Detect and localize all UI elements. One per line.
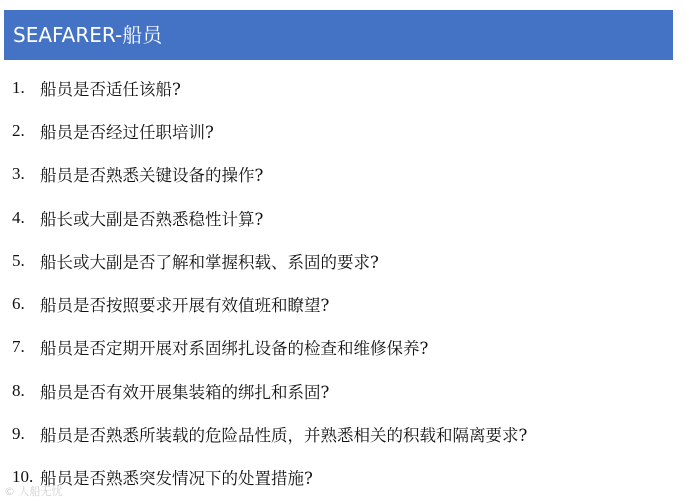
list-item — [12, 66, 682, 109]
title-banner — [4, 10, 673, 60]
list-item — [12, 153, 682, 196]
list-item — [12, 412, 682, 455]
item-number: 6. — [12, 294, 25, 314]
item-text: 船长或大副是否了解和掌握积载、系固的要求? — [40, 252, 379, 272]
item-text: 船员是否按照要求开展有效值班和瞭望? — [40, 296, 330, 316]
watermark: © 人船无忧 — [4, 485, 63, 498]
item-text: 船员是否熟悉关键设备的操作? — [40, 166, 264, 186]
item-number: 7. — [12, 337, 25, 357]
item-text: 船员是否定期开展对系固绑扎设备的检查和维修保养? — [40, 339, 429, 359]
item-number: 1. — [12, 77, 25, 97]
list-item — [12, 369, 682, 412]
item-text: 船员是否熟悉突发情况下的处置措施? — [40, 469, 313, 489]
item-number: 5. — [12, 250, 25, 270]
item-text: 船员是否适任该船? — [40, 79, 181, 99]
item-number: 2. — [12, 120, 25, 140]
item-number: 3. — [12, 164, 25, 184]
item-number: 9. — [12, 424, 25, 444]
item-number: 4. — [12, 207, 25, 227]
item-text: 船员是否熟悉所装载的危险品性质，并熟悉相关的积载和隔离要求? — [40, 426, 528, 446]
item-text: 船长或大副是否熟悉稳性计算? — [40, 209, 264, 229]
page-title: SEAFARER-船员 — [13, 23, 163, 47]
list-item — [12, 326, 682, 369]
list-item — [12, 282, 682, 325]
checklist — [12, 66, 682, 499]
list-item — [12, 109, 682, 152]
list-item — [12, 456, 682, 499]
list-item — [12, 196, 682, 239]
item-text: 船员是否经过任职培训? — [40, 122, 214, 142]
item-number: 8. — [12, 380, 25, 400]
item-number: 10. — [12, 467, 34, 487]
item-text: 船员是否有效开展集装箱的绑扎和系固? — [40, 382, 330, 402]
list-item — [12, 239, 682, 282]
